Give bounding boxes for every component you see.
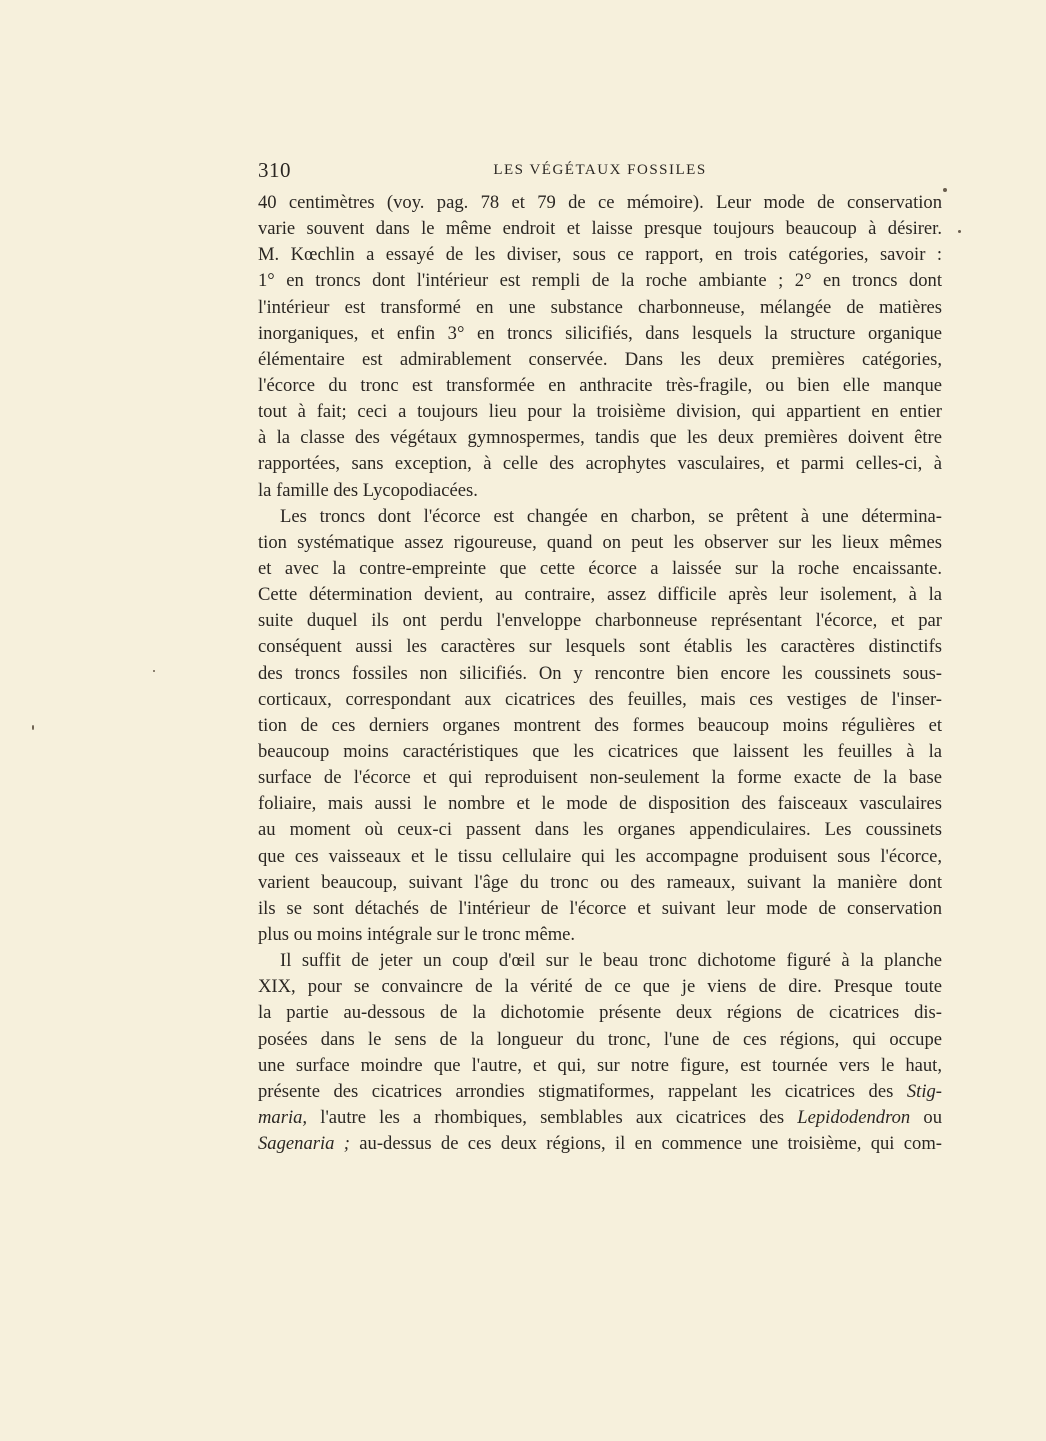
italic-term: Sagenaria ;	[258, 1133, 350, 1155]
page-header	[258, 158, 942, 188]
text-line: foliaire, mais aussi le nombre et le mode de disposition des faisceaux vasculaires	[258, 793, 942, 815]
text-line: rapportées, sans exception, à celle des acrophytes vasculaires, et parmi celles-ci, à	[258, 453, 942, 475]
text-line: tion systématique assez rigoureuse, quand on peut les observer sur les lieux mêmes	[258, 531, 942, 553]
body-text	[258, 190, 942, 1157]
text-line: surface de l'écorce et qui reproduisent non-seulement la forme exacte de la base	[258, 767, 942, 789]
text-line: l'intérieur est transformé en une substance charbonneuse, mélangée de matières	[258, 296, 942, 318]
text-line: 40 centimètres (voy. pag. 78 et 79 de ce mémoire). Leur mode de conservation	[258, 192, 942, 213]
text-line: la partie au-dessous de la dichotomie présente deux régions de cicatrices dis-	[258, 1002, 942, 1024]
text-line: des troncs fossiles non silicifiés. On y rencontre bien encore les coussinets sous-	[258, 662, 942, 684]
page-number: 310	[258, 158, 291, 182]
text-line: ils se sont détachés de l'intérieur de l'écorce et suivant leur mode de conservation	[258, 897, 942, 919]
text-line: à la classe des végétaux gymnospermes, tandis que les deux premières doivent être	[258, 427, 942, 449]
text-segment: présente des cicatrices arrondies stigmatiformes, rappelant les cicatrices des	[258, 1080, 894, 1102]
text-line: varient beaucoup, suivant l'âge du tronc ou des rameaux, suivant la manière dont	[258, 871, 942, 893]
running-title: LES VÉGÉTAUX FOSSILES	[493, 162, 707, 178]
text-line: la famille des Lycopodiacées.	[258, 479, 478, 501]
text-segment: ou	[923, 1106, 943, 1128]
paragraph-1	[258, 190, 942, 504]
italic-term: Stig-	[906, 1080, 942, 1102]
text-line: au moment où ceux-ci passent dans les organes appendiculaires. Les coussinets	[258, 819, 942, 841]
paragraph-2	[258, 504, 942, 948]
text-line: et avec la contre-empreinte que cette écorce a laissée sur la roche encaissante.	[258, 557, 942, 579]
text-line: tion de ces derniers organes montrent des formes beaucoup moins régulières et	[258, 714, 942, 736]
text-line: suite duquel ils ont perdu l'enveloppe charbonneuse représentant l'écorce, et par	[258, 610, 942, 632]
paper-speck	[958, 230, 961, 233]
text-line: Cette détermination devient, au contraire, assez difficile après leur isolement, à la	[258, 584, 942, 606]
paragraph-3	[258, 948, 942, 1157]
text-line: XIX, pour se convaincre de la vérité de ce que je viens de dire. Presque toute	[258, 976, 942, 998]
italic-term: Lepidodendron	[797, 1106, 911, 1128]
text-line: posées dans le sens de la longueur du tronc, l'une de ces régions, qui occupe	[258, 1028, 942, 1050]
text-line: corticaux, correspondant aux cicatrices des feuilles, mais ces vestiges de l'inser-	[258, 688, 942, 710]
text-line	[258, 1131, 942, 1157]
text-segment: l'autre les a rhombiques, semblables aux cicatrices des	[320, 1106, 785, 1128]
text-line	[258, 1079, 942, 1105]
text-line: beaucoup moins caractéristiques que les cicatrices que laissent les feuilles à la	[258, 740, 942, 762]
paper-speck	[153, 670, 155, 672]
text-segment: au-dessus de ces deux régions, il en commence une troisième, qui com-	[359, 1133, 942, 1155]
text-line: Il suffit de jeter un coup d'œil sur le beau tronc dichotome figuré à la planche	[280, 950, 942, 972]
text-line: plus ou moins intégrale sur le tronc même.	[258, 923, 576, 945]
text-line: tout à fait; ceci a toujours lieu pour la troisième division, qui appartient en entier	[258, 401, 942, 423]
text-line: varie souvent dans le même endroit et laisse presque toujours beaucoup à désirer.	[258, 218, 942, 240]
text-line: 1° en troncs dont l'intérieur est rempli de la roche ambiante ; 2° en troncs dont	[258, 270, 942, 292]
text-line	[258, 1105, 942, 1131]
italic-term: maria,	[258, 1106, 308, 1128]
text-line: conséquent aussi les caractères sur lesquels sont établis les caractères distinctifs	[258, 636, 942, 658]
text-line: Les troncs dont l'écorce est changée en charbon, se prêtent à une détermina-	[280, 505, 942, 527]
text-line: une surface moindre que l'autre, et qui, sur notre figure, est tournée vers le haut,	[258, 1054, 942, 1076]
text-line: M. Kœchlin a essayé de les diviser, sous ce rapport, en trois catégories, savoir :	[258, 244, 942, 266]
paper-speck	[943, 188, 947, 192]
text-line: l'écorce du tronc est transformée en anthracite très-fragile, ou bien elle manque	[258, 374, 942, 396]
paper-speck	[32, 725, 34, 730]
text-line: inorganiques, et enfin 3° en troncs silicifiés, dans lesquels la structure organique	[258, 322, 942, 344]
text-line: que ces vaisseaux et le tissu cellulaire qui les accompagne produisent sous l'écorce,	[258, 845, 942, 867]
text-line: élémentaire est admirablement conservée. Dans les deux premières catégories,	[258, 348, 942, 370]
